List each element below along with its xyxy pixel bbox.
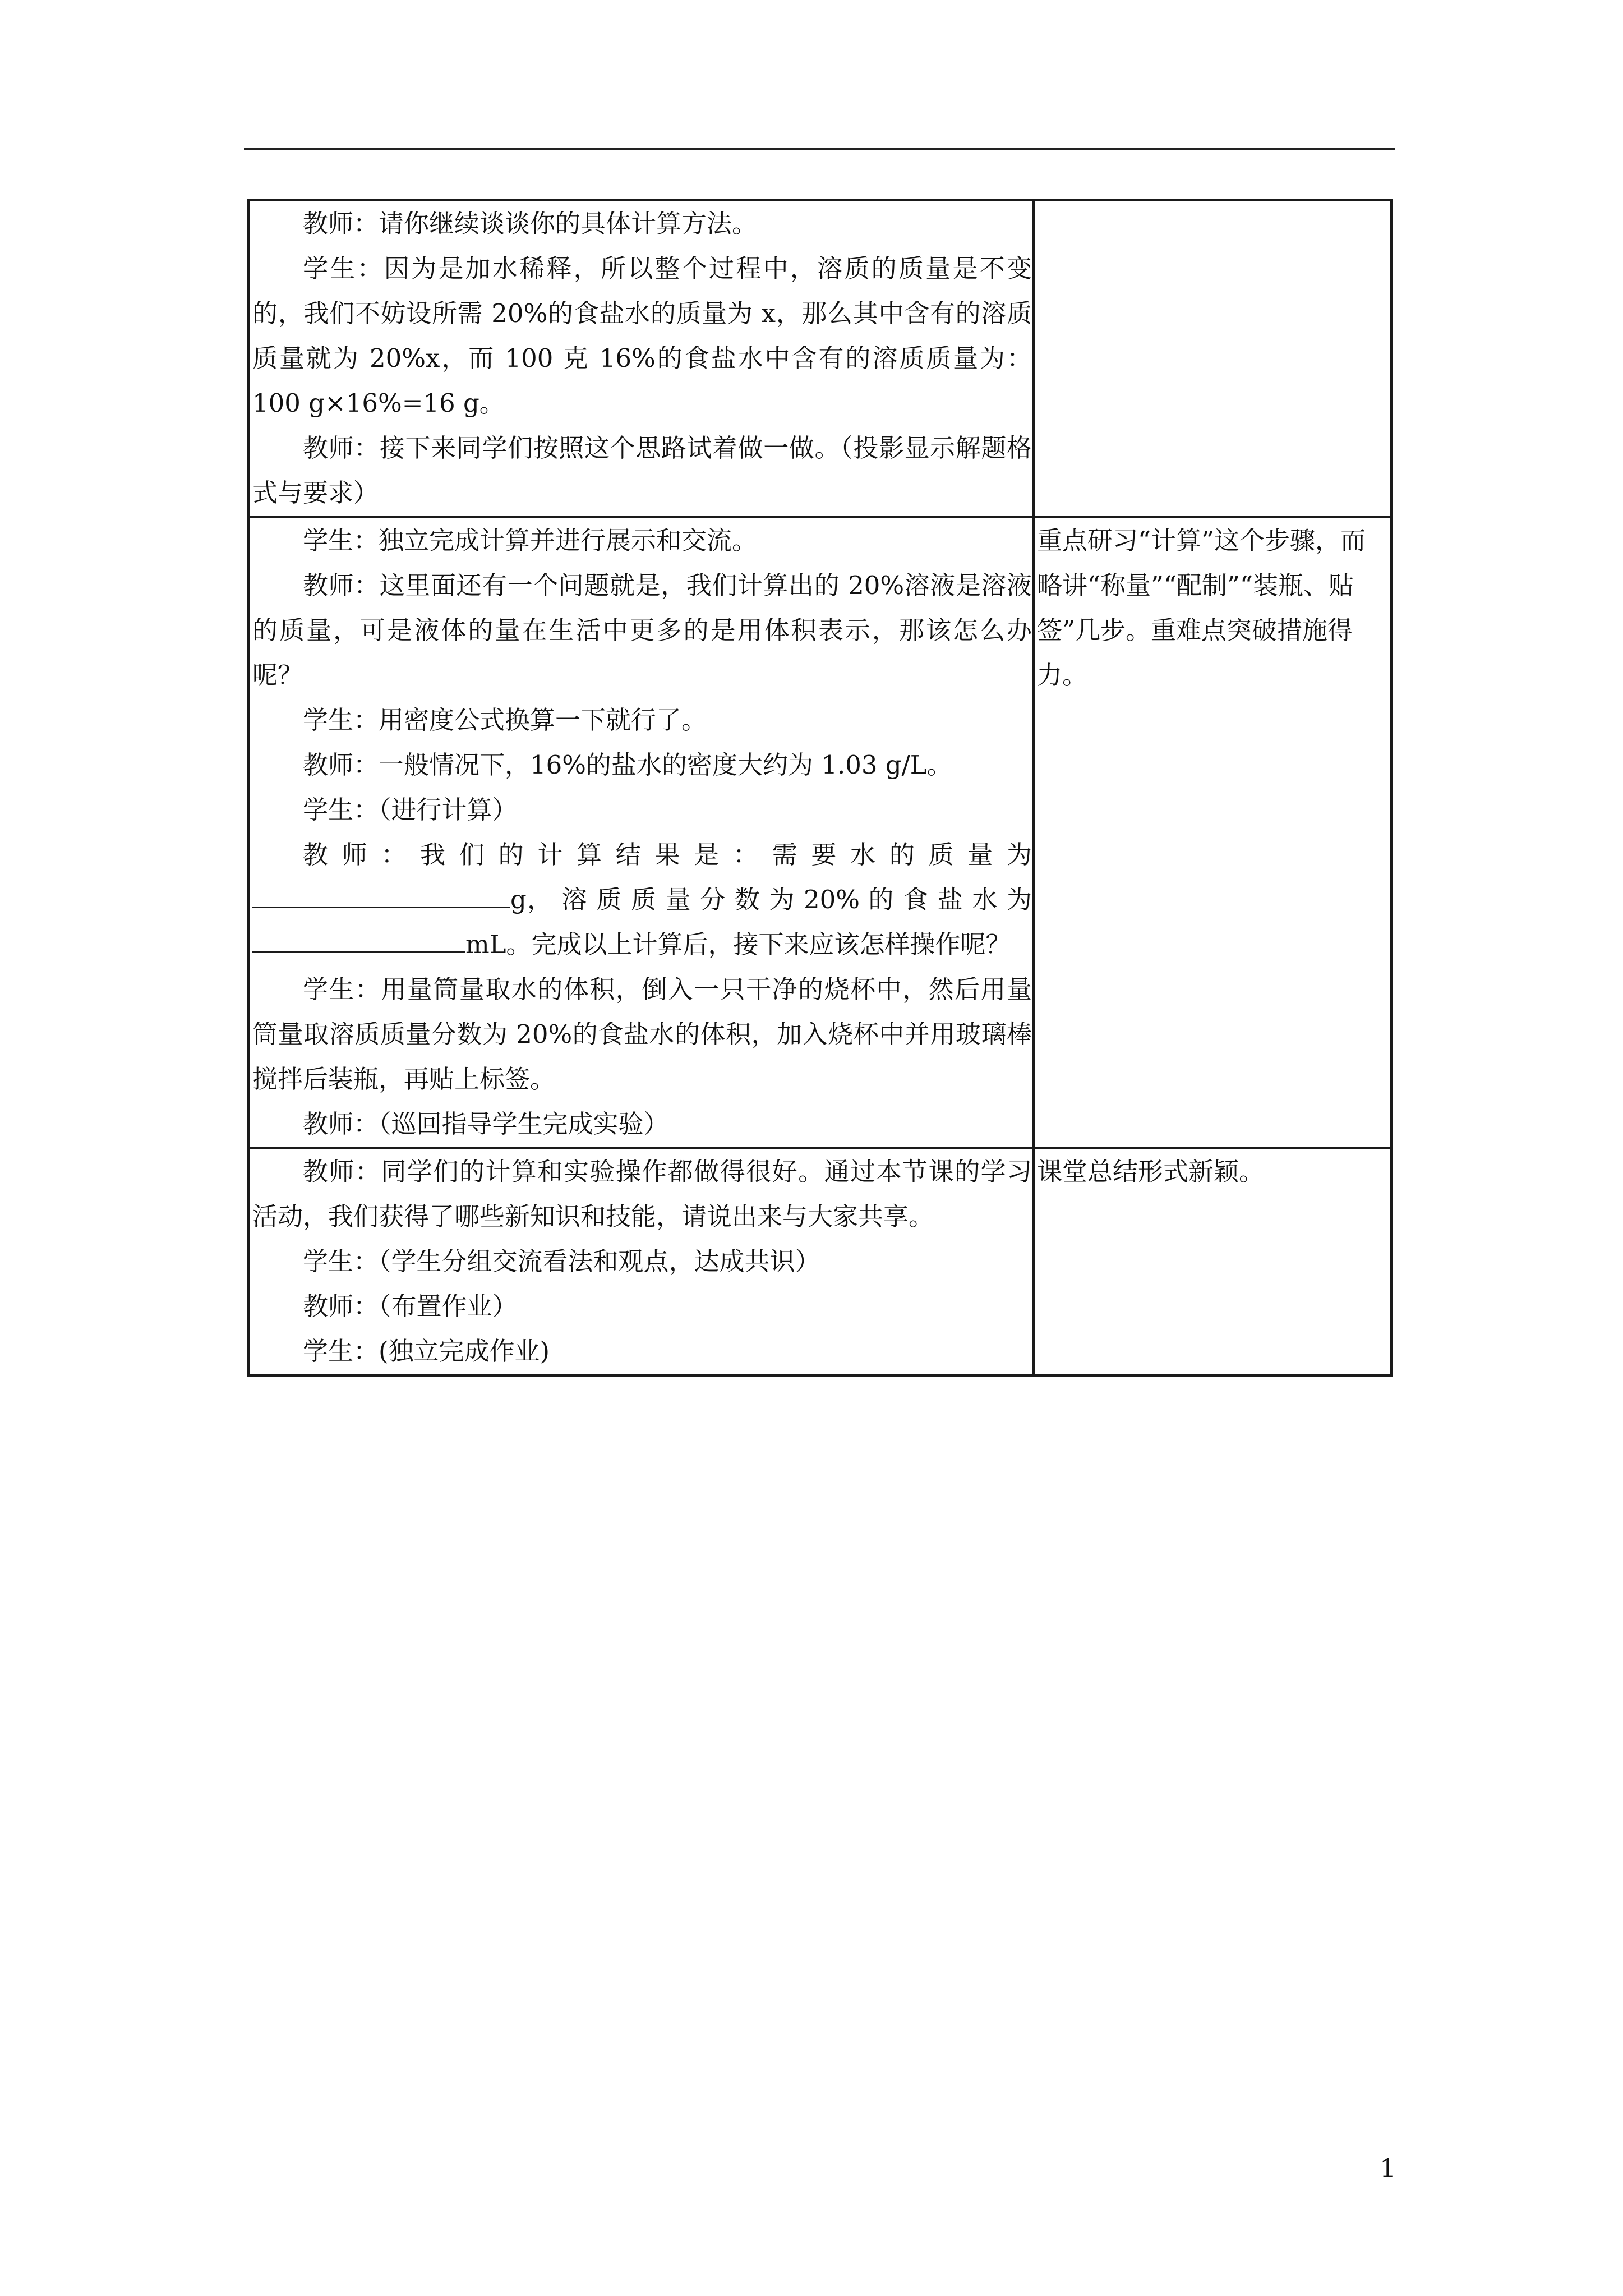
dialogue-line: 学生：用密度公式换算一下就行了。 bbox=[303, 705, 707, 735]
dialogue-line: 学生：（进行计算） bbox=[303, 795, 518, 825]
design-note-cell: 课堂总结形式新颖。 bbox=[1034, 1148, 1392, 1375]
dialogue-line: 学生：用量筒量取水的体积，倒入一只干净的烧杯中，然后用量筒量取溶质质量分数为 20%的食盐水的体积，加入烧杯中并用玻璃棒搅拌后装瓶，再贴上标签。 bbox=[252, 974, 1032, 1094]
calc-line-1: 教 师 ： 我 们 的 计 算 结 果 是 ： 需 要 水 的 质 量 为 bbox=[303, 840, 1032, 869]
dialogue-line: 学生：独立完成计算并进行展示和交流。 bbox=[303, 526, 758, 555]
table-row bbox=[249, 517, 1392, 1148]
dialogue-line: 教师：（布置作业） bbox=[303, 1291, 518, 1321]
dialogue-line: 学生：因为是加水稀释，所以整个过程中，溶质的质量是不变的，我们不妨设所需 20%的食盐水的质量为 x，那么其中含有的溶质质量就为 20%x，而 100 克 16%的食盐水中含有的溶质质量为：100 g×16%=16 g。 bbox=[252, 254, 1032, 418]
calc-line-3-text: mL。完成以上计算后，接下来应该怎样操作呢？ bbox=[465, 930, 1011, 959]
volume-blank bbox=[252, 922, 465, 953]
design-note-cell bbox=[1034, 200, 1392, 517]
dialogue-line: 学生：(独立完成作业) bbox=[303, 1336, 550, 1366]
dialogue-line: 教师：接下来同学们按照这个思路试着做一做。（投影显示解题格式与要求） bbox=[252, 433, 1032, 508]
calc-line-2 bbox=[252, 877, 1032, 922]
dialogue-line: 教师：这里面还有一个问题就是，我们计算出的 20%溶液是溶液的质量，可是液体的量在生活中更多的是用体积表示，那该怎么办呢？ bbox=[252, 570, 1032, 690]
table-row bbox=[249, 200, 1392, 517]
dialogue-line: 教师：请你继续谈谈你的具体计算方法。 bbox=[303, 209, 758, 238]
teaching-process-cell bbox=[249, 1148, 1034, 1375]
header-rule bbox=[244, 148, 1395, 150]
dialogue-line: 学生：（学生分组交流看法和观点，达成共识） bbox=[303, 1246, 820, 1276]
lesson-plan-table bbox=[247, 199, 1393, 1377]
table-row bbox=[249, 1148, 1392, 1375]
teaching-process-cell bbox=[249, 200, 1034, 517]
dialogue-line: 教师：同学们的计算和实验操作都做得很好。通过本节课的学习活动，我们获得了哪些新知识和技能，请说出来与大家共享。 bbox=[252, 1157, 1032, 1231]
teaching-process-cell bbox=[249, 517, 1034, 1148]
page-number: 1 bbox=[1380, 2153, 1396, 2183]
calc-line-2-text: g， 溶 质 质 量 分 数 为 20% 的 食 盐 水 为 bbox=[510, 885, 1032, 914]
design-note-cell: 重点研习“计算”这个步骤，而略讲“称量”“配制”“装瓶、贴签”几步。重难点突破措施得力。 bbox=[1034, 517, 1392, 1148]
calc-line-3 bbox=[252, 922, 1032, 967]
dialogue-line: 教师：（巡回指导学生完成实验） bbox=[303, 1109, 669, 1139]
dialogue-line: 教师：一般情况下，16%的盐水的密度大约为 1.03 g/L。 bbox=[303, 750, 952, 780]
mass-blank bbox=[252, 877, 510, 908]
